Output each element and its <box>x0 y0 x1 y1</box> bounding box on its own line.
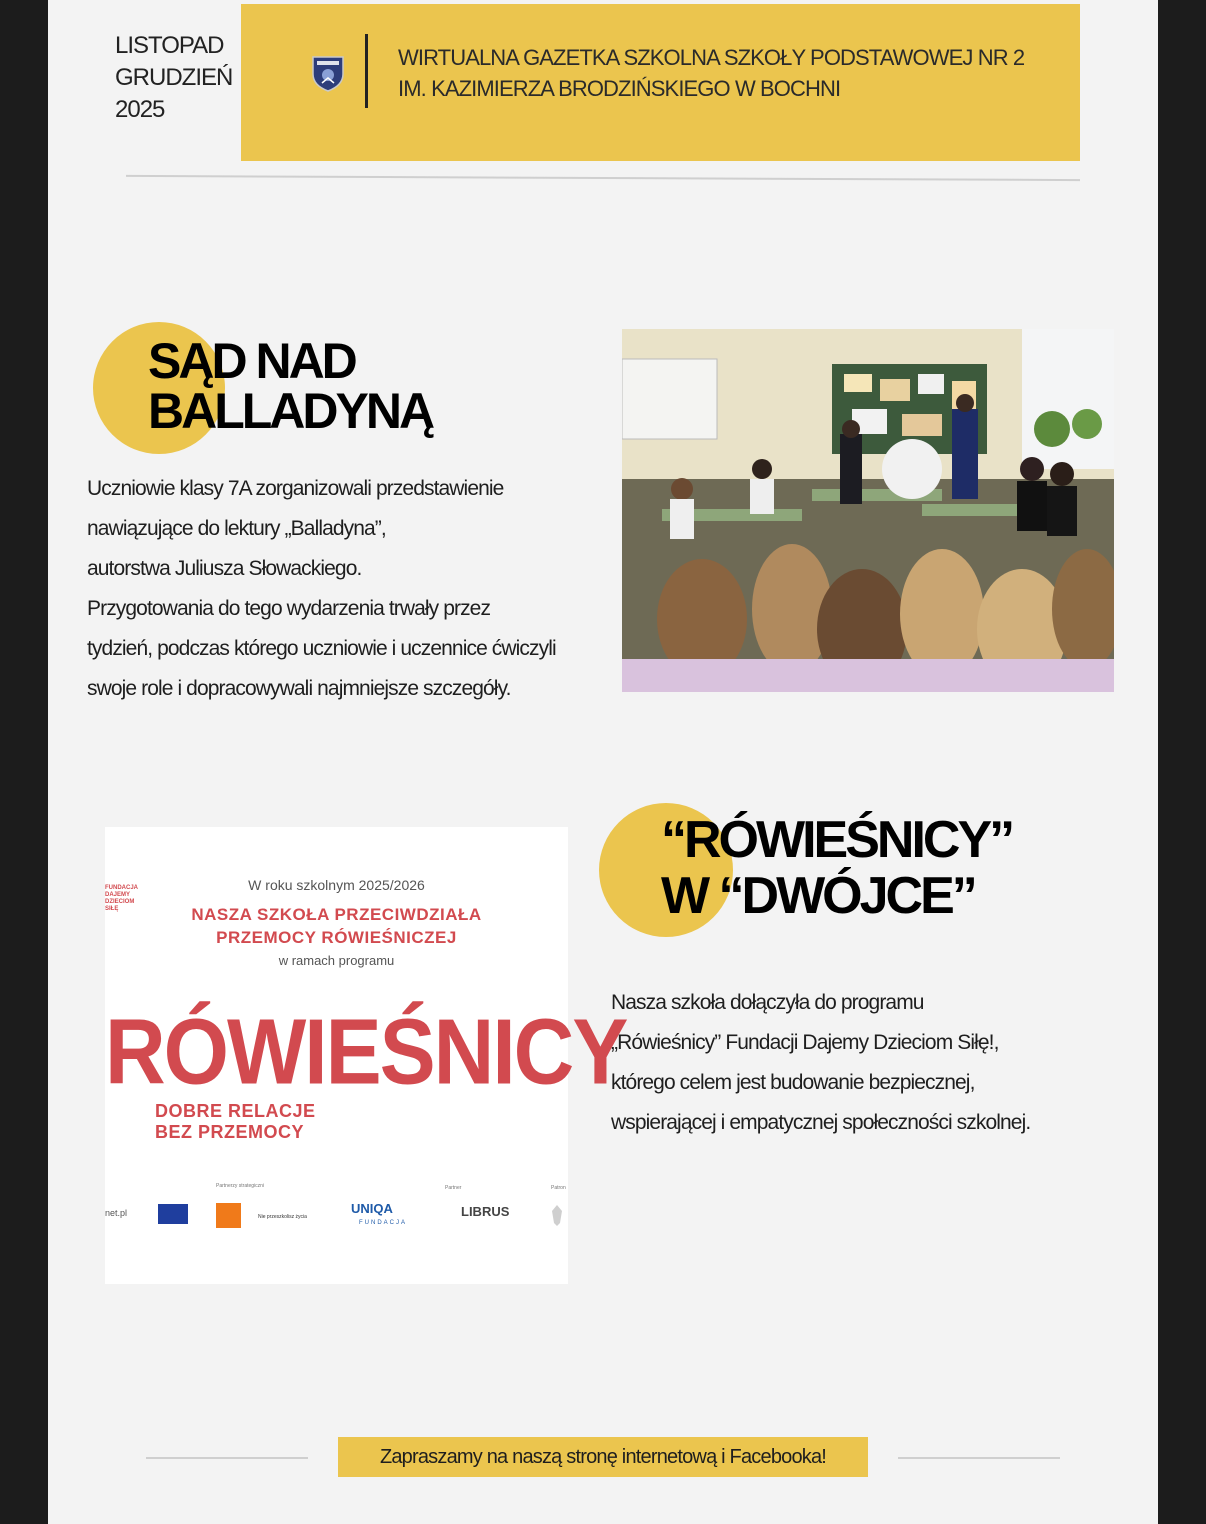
orange-tagline: Nie przeszkolisz życia <box>258 1214 307 1220</box>
article-2-heading-line-2: W “DWÓJCE” <box>661 867 975 925</box>
uniqa-foundation-label: FUNDACJA <box>359 1220 408 1226</box>
newsletter-page <box>48 0 1158 1524</box>
paragraph-line: Uczniowie klasy 7A zorganizowali przedstawienie <box>87 477 504 500</box>
issue-date <box>115 30 232 126</box>
poster-title <box>105 903 568 949</box>
article-1-heading-line-1: SĄD NAD <box>148 333 355 389</box>
paragraph-line: Przygotowania do tego wydarzenia trwały przez <box>87 597 491 620</box>
school-name <box>398 42 1024 104</box>
poster-title-line-2: PRZEMOCY RÓWIEŚNICZEJ <box>216 928 457 947</box>
paragraph-line: „Rówieśnicy” Fundacji Dajemy Dzieciom Siłę!, <box>611 1031 999 1054</box>
partners-label: Partnerzy strategiczni <box>216 1183 265 1189</box>
paragraph-line: którego celem jest budowanie bezpiecznej, <box>611 1071 975 1094</box>
patron-label: Patron <box>551 1185 566 1191</box>
foundation-logo: FUNDACJA DAJEMY DZIECIOM SIŁĘ <box>105 885 138 912</box>
orange-logo-icon <box>216 1203 241 1228</box>
footer-rule-left <box>146 1457 308 1459</box>
article-1-heading <box>148 333 433 439</box>
footer-rule-right <box>898 1457 1060 1459</box>
school-name-line-2: IM. KAZIMIERZA BRODZIŃSKIEGO W BOCHNI <box>398 76 841 101</box>
paragraph-line: swoje role i dopracowywali najmniejsze szczegóły. <box>87 677 511 700</box>
paragraph-line: wspierającej i empatycznej społeczności szkolnej. <box>611 1111 1031 1134</box>
classroom-photo <box>622 329 1114 692</box>
poster-year-line: W roku szkolnym 2025/2026 <box>248 877 425 893</box>
article-1-heading-line-2: BALLADYNĄ <box>148 383 433 439</box>
paragraph-line: Nasza szkoła dołączyła do programu <box>611 991 924 1014</box>
issue-month-2: GRUDZIEŃ <box>115 64 233 91</box>
footer-banner <box>338 1437 868 1477</box>
domain-fragment: net.pl <box>105 1208 128 1218</box>
uniqa-logo: UNIQA <box>351 1201 393 1216</box>
eu-flag-icon <box>158 1204 188 1224</box>
eagle-emblem-icon <box>548 1203 566 1227</box>
footer-invitation: Zapraszamy na naszą stronę internetową i Facebooka! <box>379 1446 827 1468</box>
paragraph-line: autorstwa Juliusza Słowackiego. <box>87 557 362 580</box>
paragraph-line: tydzień, podczas którego uczniowie i uczennice ćwiczyli <box>87 637 556 660</box>
poster-within-line: w ramach programu <box>278 953 395 968</box>
poster-brand-name: RÓWIEŚNICY <box>105 1000 627 1104</box>
rowiesnicy-program-poster <box>105 827 627 1284</box>
partner-label: Partner <box>445 1185 462 1191</box>
article-2-paragraph <box>611 983 1030 1143</box>
article-1-paragraph <box>87 469 556 709</box>
issue-year: 2025 <box>115 96 165 123</box>
school-crest-icon <box>310 54 346 92</box>
paragraph-line: nawiązujące do lektury „Balladyna”, <box>87 517 386 540</box>
school-name-line-1: WIRTUALNA GAZETKA SZKOLNA SZKOŁY PODSTAWOWEJ NR 2 <box>398 45 1025 70</box>
poster-tagline <box>155 1101 316 1143</box>
poster-tagline-line-1: DOBRE RELACJE <box>155 1101 316 1121</box>
poster-title-line-1: NASZA SZKOŁA PRZECIWDZIAŁA <box>191 905 482 924</box>
librus-logo: LIBRUS <box>461 1204 510 1219</box>
article-2-heading <box>661 812 1012 924</box>
header-banner <box>241 4 1080 161</box>
article-2-heading-line-1: “RÓWIEŚNICY” <box>661 811 1013 869</box>
issue-month-1: LISTOPAD <box>115 32 224 59</box>
header-rule <box>126 175 1080 181</box>
poster-tagline-line-2: BEZ PRZEMOCY <box>155 1122 305 1142</box>
header-divider <box>365 34 368 108</box>
